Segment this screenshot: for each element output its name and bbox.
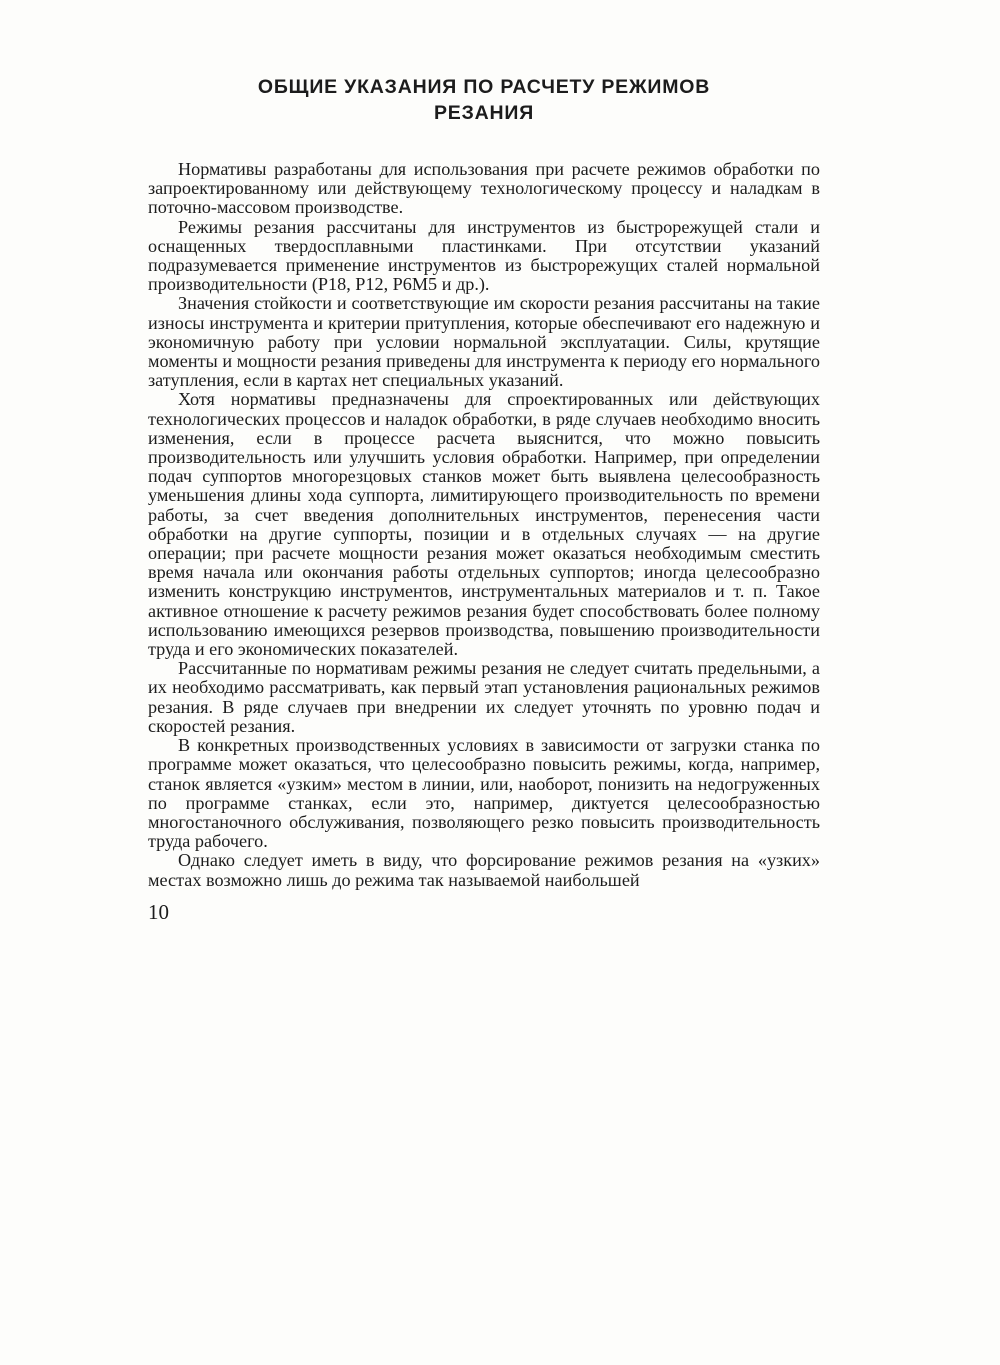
section-title <box>148 74 820 126</box>
page-number: 10 <box>148 899 169 924</box>
document-page <box>148 74 820 924</box>
section-title-line-1: ОБЩИЕ УКАЗАНИЯ ПО РАСЧЕТУ РЕЖИМОВ <box>257 76 711 98</box>
paragraph-production-conditions: В конкретных производственных условиях в зависимости от загрузки станка по программе может оказаться, что целесообразно повысить режимы, когда, например, станок является «узким» местом в линии, или, наоборот, понизить на недогруженных по программе станках, если это, например, диктуется целесообразностью многостаночного обслуживания, позволяющего резко повысить производительность труда рабочего. <box>148 735 820 852</box>
paragraph-limits: Рассчитанные по нормативам режимы резания не следует считать предельными, а их необходимо рассматривать, как первый этап установления рациональных режимов резания. В ряде случаев при внедрении их следует уточнять по уровню подач и скоростей резания. <box>148 658 820 736</box>
paragraph-tool-life: Значения стойкости и соответствующие им скорости резания рассчитаны на такие износы инструмента и критерии притупления, которые обеспечивают его надежную и экономичную работу при условии нормальной эксплуатации. Силы, крутящие моменты и мощности резания приведены для инструмента к периоду его нормального затупления, если в картах нет специальных указаний. <box>148 293 820 391</box>
paragraph-forcing-modes: Однако следует иметь в виду, что форсирование режимов резания на «узких» местах возможно лишь до режима так называемой наибольшей <box>148 850 820 890</box>
paragraph-process-changes: Хотя нормативы предназначены для спроектированных или действующих технологических процессов и наладок обработки, в ряде случаев необходимо вносить изменения, если в процессе расчета выяснится, что можно повысить производительность или улучшить условия обработки. Например, при определении подач суппортов многорезцовых станков может быть выявлена целесообразность уменьшения длины хода суппорта, лимитирующего производительность по времени работы, за счет введения дополнительных инструментов, перенесения части обработки на другие суппорты, позиции и в отдельных случаях — на другие операции; при расчете мощности резания может оказаться необходимым сместить время начала или окончания работы отдельных суппортов; иногда целесообразно изменить конструкцию инструментов, инструментальных материалов и т. п. Такое активное отношение к расчету режимов резания будет способствовать более полному использованию имеющихся резервов производства, повышению производительности труда и его экономических показателей. <box>148 389 820 660</box>
paragraph-norms-purpose: Нормативы разработаны для использования при расчете режимов обработки по запроектированному или действующему технологическому процессу и наладкам в поточно-массовом производстве. <box>148 159 820 218</box>
section-title-line-2: РЕЗАНИЯ <box>433 102 535 124</box>
paragraph-tool-materials: Режимы резания рассчитаны для инструментов из быстрорежущей стали и оснащенных твердосплавными пластинками. При отсутствии указаний подразумевается применение инструментов из быстрорежущих сталей нормальной производительности (Р18, Р12, Р6М5 и др.). <box>148 216 820 295</box>
